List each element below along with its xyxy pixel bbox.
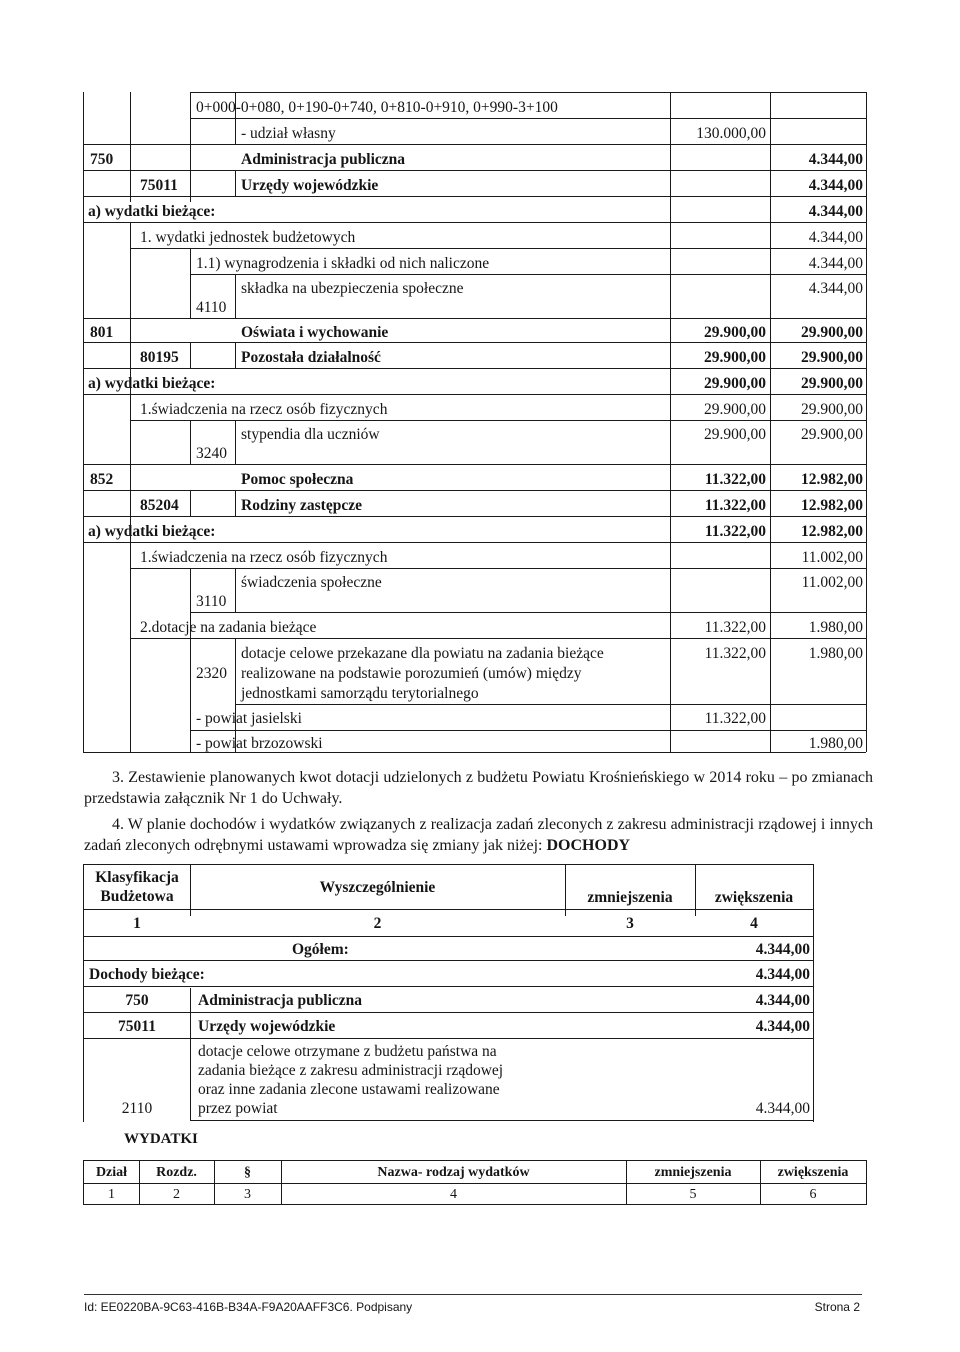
powiat-brzozowski-increase: 1.980,00 bbox=[808, 735, 863, 752]
current-income-label: Dochody bieżące: bbox=[89, 966, 205, 983]
expense-colnum-3: 3 bbox=[244, 1187, 251, 1202]
expense-header-increase: zwiększenia bbox=[777, 1165, 849, 1180]
current-expenses-3-decrease: 11.322,00 bbox=[704, 523, 766, 540]
paragraph-4-text: 4. W planie dochodów i wydatków związanych z realizacja zadań zleconych z zakresu administracji rządowej i innych zadań zleconych odrębnymi ustawami wprowadza się zmiany jak niżej: bbox=[84, 816, 873, 854]
chapter-80195-increase: 29.900,00 bbox=[801, 349, 863, 366]
section-750-name: Administracja publiczna bbox=[241, 151, 406, 168]
income-2110-desc-line1: dotacje celowe otrzymane z budżetu państwa na bbox=[198, 1043, 497, 1060]
section-801-decrease: 29.900,00 bbox=[704, 324, 766, 341]
benefits-2-increase: 29.900,00 bbox=[801, 401, 863, 418]
paragraph-3110-code: 3110 bbox=[196, 593, 227, 610]
income-colnum-3: 3 bbox=[626, 915, 634, 932]
page-number: Strona 2 bbox=[814, 1300, 860, 1314]
income-section-750-value: 4.344,00 bbox=[755, 992, 810, 1009]
chapter-80195-code: 80195 bbox=[140, 349, 179, 366]
salaries-value: 4.344,00 bbox=[808, 255, 863, 272]
expense-header-decrease: zmniejszenia bbox=[654, 1165, 732, 1180]
current-expenses-2-increase: 29.900,00 bbox=[801, 375, 863, 392]
income-2110-desc-line2: zadania bieżące z zakresu administracji rządowej bbox=[198, 1062, 504, 1079]
paragraph-2320-code: 2320 bbox=[196, 665, 227, 682]
income-header-increase: zwiększenia bbox=[714, 889, 794, 906]
current-expenses-3-label: a) wydatki bieżące: bbox=[88, 523, 216, 540]
current-expenses-2-label: a) wydatki bieżące: bbox=[88, 375, 216, 392]
paragraph-3 bbox=[84, 767, 873, 809]
chapter-80195-decrease: 29.900,00 bbox=[704, 349, 766, 366]
powiat-jasielski-decrease: 11.322,00 bbox=[704, 710, 766, 727]
income-section-750-code: 750 bbox=[125, 992, 149, 1009]
paragraph-2320-desc-line3: jednostkami samorządu terytorialnego bbox=[241, 685, 479, 702]
powiat-brzozowski-label: - powiat brzozowski bbox=[196, 735, 323, 752]
income-colnum-4: 4 bbox=[750, 915, 758, 932]
benefits-2-label: 1.świadczenia na rzecz osób fizycznych bbox=[140, 401, 388, 418]
income-header-class2: Budżetowa bbox=[100, 888, 174, 905]
benefits-2-decrease: 29.900,00 bbox=[704, 401, 766, 418]
section-801-name: Oświata i wychowanie bbox=[241, 324, 389, 341]
paragraph-2320-decrease: 11.322,00 bbox=[704, 645, 766, 662]
income-header-desc: Wyszczególnienie bbox=[319, 879, 436, 896]
subsidies-label: 2.dotacje na zadania bieżące bbox=[140, 619, 317, 636]
expense-colnum-4: 4 bbox=[450, 1187, 457, 1202]
income-2110-desc-line3: oraz inne zadania zlecone ustawami realizowane bbox=[198, 1081, 500, 1098]
income-chapter-75011-value: 4.344,00 bbox=[755, 1018, 810, 1035]
section-801-increase: 29.900,00 bbox=[801, 324, 863, 341]
paragraph-3-text: 3. Zestawienie planowanych kwot dotacji udzielonych z budżetu Powiatu Krośnieńskiego w 2014 roku – po zmianach przedstawia załącznik Nr 1 do Uchwały. bbox=[84, 769, 873, 807]
section-852-name: Pomoc społeczna bbox=[241, 471, 354, 488]
income-colnum-1: 1 bbox=[133, 915, 141, 932]
paragraph-2320-increase: 1.980,00 bbox=[808, 645, 863, 662]
paragraph-4 bbox=[84, 814, 873, 856]
paragraph-3240-desc: stypendia dla uczniów bbox=[241, 426, 380, 443]
current-expenses-2-decrease: 29.900,00 bbox=[704, 375, 766, 392]
chapter-85204-increase: 12.982,00 bbox=[801, 497, 863, 514]
incomes-heading: DOCHODY bbox=[546, 837, 631, 854]
expense-colnum-5: 5 bbox=[689, 1187, 697, 1202]
current-income-value: 4.344,00 bbox=[755, 966, 810, 983]
income-header-class1: Klasyfikacja bbox=[95, 869, 179, 886]
paragraph-3110-desc: świadczenia społeczne bbox=[241, 574, 382, 591]
income-chapter-75011-name: Urzędy wojewódzkie bbox=[198, 1018, 336, 1035]
section-750-code: 750 bbox=[90, 151, 114, 168]
paragraph-2320-desc-line2: realizowane na podstawie porozumień (umów) między bbox=[241, 665, 582, 682]
chapter-75011-value: 4.344,00 bbox=[808, 177, 863, 194]
paragraph-3240-decrease: 29.900,00 bbox=[704, 426, 766, 443]
own-share-label: - udział własny bbox=[241, 125, 336, 142]
paragraph-4110-value: 4.344,00 bbox=[808, 280, 863, 297]
document-id: Id: EE0220BA-9C63-416B-B34A-F9A20AAFF3C6. Podpisany bbox=[84, 1300, 413, 1314]
subsidies-increase: 1.980,00 bbox=[808, 619, 863, 636]
current-expenses-label: a) wydatki bieżące: bbox=[88, 203, 216, 220]
chapter-85204-name: Rodziny zastępcze bbox=[241, 497, 362, 514]
current-expenses-value: 4.344,00 bbox=[808, 203, 863, 220]
budget-units-expenses-label: 1. wydatki jednostek budżetowych bbox=[140, 229, 356, 246]
income-2110-value: 4.344,00 bbox=[755, 1100, 810, 1117]
section-852-increase: 12.982,00 bbox=[801, 471, 863, 488]
powiat-jasielski-label: - powiat jasielski bbox=[196, 710, 302, 727]
salaries-label: 1.1) wynagrodzenia i składki od nich naliczone bbox=[196, 255, 490, 272]
expense-header-rozdz: Rozdz. bbox=[156, 1165, 197, 1180]
section-852-decrease: 11.322,00 bbox=[704, 471, 766, 488]
expense-header-paragraph: § bbox=[244, 1165, 251, 1180]
chapter-75011-code: 75011 bbox=[140, 177, 178, 194]
expense-colnum-2: 2 bbox=[173, 1187, 180, 1202]
income-total-label: Ogółem: bbox=[292, 941, 349, 958]
subsidies-decrease: 11.322,00 bbox=[704, 619, 766, 636]
expense-colnum-6: 6 bbox=[809, 1187, 817, 1202]
own-share-value: 130.000,00 bbox=[696, 125, 766, 142]
paragraph-4110-code: 4110 bbox=[196, 299, 227, 316]
source-codes: 0+000-0+080, 0+190-0+740, 0+810-0+910, 0+990-3+100 bbox=[196, 99, 558, 116]
income-section-750-name: Administracja publiczna bbox=[198, 992, 363, 1009]
income-2110-desc-line4: przez powiat bbox=[198, 1100, 278, 1117]
section-750-value: 4.344,00 bbox=[808, 151, 863, 168]
chapter-80195-name: Pozostała działalność bbox=[241, 349, 381, 366]
paragraph-3240-increase: 29.900,00 bbox=[801, 426, 863, 443]
expense-header-dzial: Dział bbox=[95, 1165, 128, 1180]
section-801-code: 801 bbox=[90, 324, 114, 341]
expense-header-name: Nazwa- rodzaj wydatków bbox=[377, 1165, 530, 1180]
income-2110-code: 2110 bbox=[121, 1100, 153, 1117]
income-chapter-75011-code: 75011 bbox=[118, 1018, 156, 1035]
benefits-3-label: 1.świadczenia na rzecz osób fizycznych bbox=[140, 549, 388, 566]
paragraph-3110-increase: 11.002,00 bbox=[801, 574, 863, 591]
income-total-value: 4.344,00 bbox=[755, 941, 810, 958]
paragraph-2320-desc-line1: dotacje celowe przekazane dla powiatu na zadania bieżące bbox=[241, 645, 604, 662]
chapter-85204-decrease: 11.322,00 bbox=[704, 497, 766, 514]
benefits-3-increase: 11.002,00 bbox=[801, 549, 863, 566]
section-852-code: 852 bbox=[90, 471, 114, 488]
income-header-decrease: zmniejszenia bbox=[587, 889, 673, 906]
expenses-heading: WYDATKI bbox=[124, 1131, 198, 1147]
expense-colnum-1: 1 bbox=[108, 1187, 115, 1202]
paragraph-3240-code: 3240 bbox=[196, 445, 227, 462]
chapter-85204-code: 85204 bbox=[140, 497, 179, 514]
chapter-75011-name: Urzędy wojewódzkie bbox=[241, 177, 379, 194]
budget-units-expenses-value: 4.344,00 bbox=[808, 229, 863, 246]
paragraph-4110-desc: składka na ubezpieczenia społeczne bbox=[241, 280, 464, 297]
current-expenses-3-increase: 12.982,00 bbox=[801, 523, 863, 540]
income-colnum-2: 2 bbox=[373, 915, 382, 932]
